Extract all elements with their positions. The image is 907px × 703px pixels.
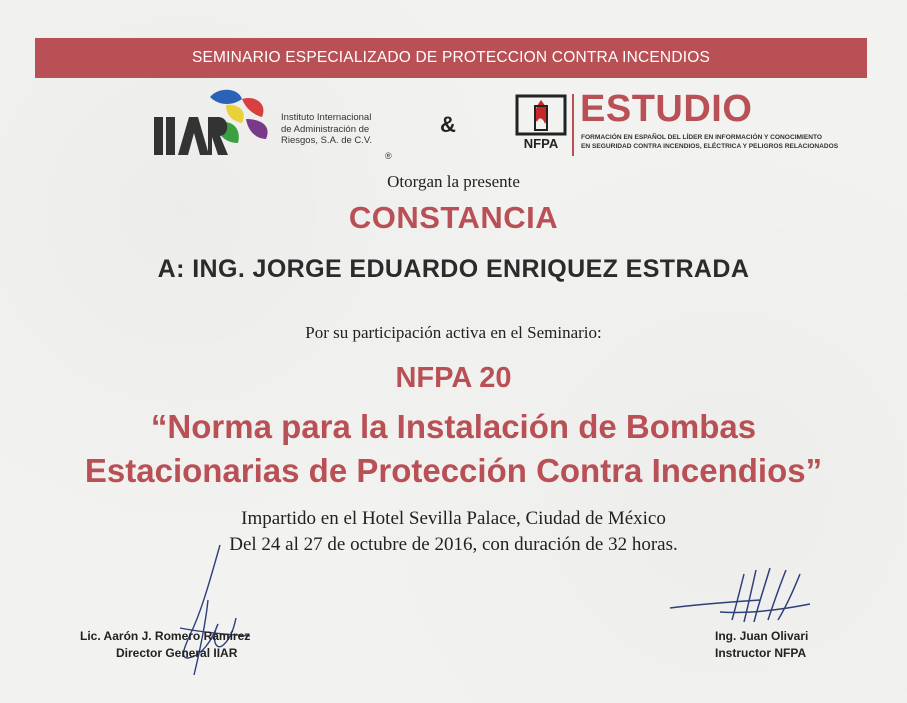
course-title-line2: Estacionarias de Protección Contra Incendios” <box>84 452 823 489</box>
iiar-logo <box>150 85 280 160</box>
banner-text: SEMINARIO ESPECIALIZADO DE PROTECCION CONTRA INCENDIOS <box>191 49 711 66</box>
estudio-brand: ESTUDIO <box>580 88 753 130</box>
nfpa-mark: NFPA <box>523 136 559 151</box>
left-signer-name: Lic. Aarón J. Romero Ramírez <box>80 629 251 643</box>
iiar-name-line: de Administración de <box>281 123 370 135</box>
participation-text: Por su participación activa en el Seminario: <box>305 323 602 342</box>
recipient-name: A: ING. JORGE EDUARDO ENRIQUEZ ESTRADA <box>157 255 750 283</box>
iiar-name-line: Riesgos, S.A. de C.V. <box>281 135 373 146</box>
course-code: NFPA 20 <box>395 362 512 394</box>
estudio-tagline <box>581 133 871 151</box>
right-signer-role: Instructor NFPA <box>715 646 807 660</box>
tagline-line: EN SEGURIDAD CONTRA INCENDIOS, ELÉCTRICA Y PELIGROS RELACIONADOS <box>581 143 839 150</box>
logo-divider <box>572 94 574 156</box>
tagline-line: FORMACIÓN EN ESPAÑOL DEL LÍDER EN INFORMACIÓN Y CONOCIMIENTO <box>581 134 823 141</box>
course-title-line1: “Norma para la Instalación de Bombas <box>150 408 757 445</box>
left-signer-role: Director General IIAR <box>116 646 238 660</box>
right-signer <box>715 628 808 662</box>
intro-text: Otorgan la presente <box>387 172 520 191</box>
seminar-banner <box>35 38 867 78</box>
right-signer-name: Ing. Juan Olivari <box>715 629 809 643</box>
left-signer <box>80 628 250 662</box>
iiar-name-line: Instituto Internacional <box>281 112 372 123</box>
nfpa-logo <box>515 94 567 152</box>
venue-text: Impartido en el Hotel Sevilla Palace, Ciudad de México <box>241 508 666 529</box>
iiar-name <box>281 112 372 147</box>
dates-text: Del 24 al 27 de octubre de 2016, con duración de 32 horas. <box>229 534 678 555</box>
registered-mark: ® <box>385 151 392 161</box>
certificate-heading: CONSTANCIA <box>348 200 559 235</box>
ampersand: & <box>440 112 456 137</box>
